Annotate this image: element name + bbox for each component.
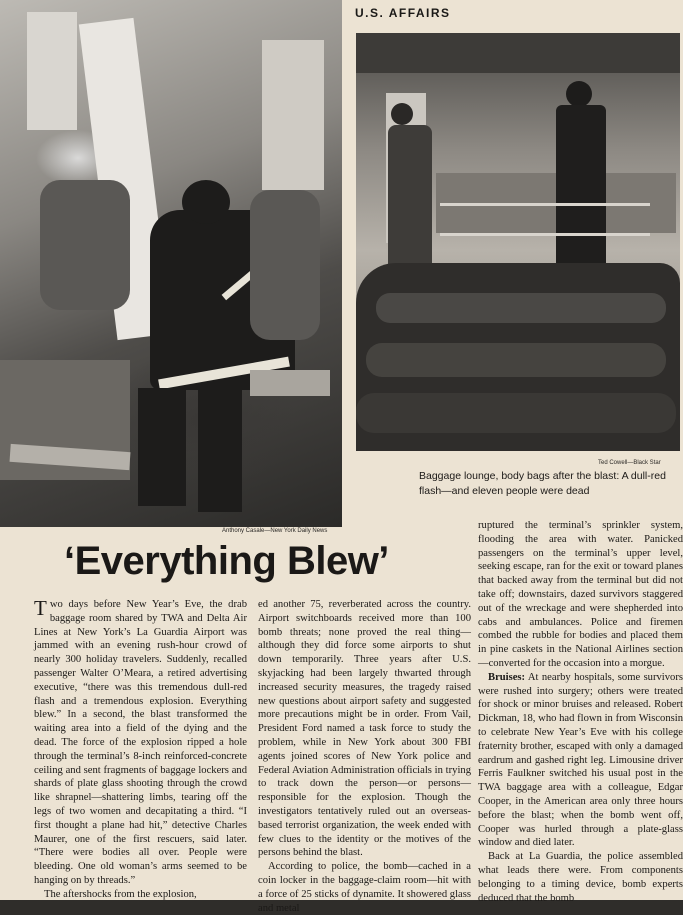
photo-credit-right: Ted Cowell—Black Star xyxy=(598,460,661,466)
photo-credit-left: Anthony Casale—New York Daily News xyxy=(222,528,328,534)
body-column-3 xyxy=(478,519,683,905)
headline: ‘Everything Blew’ xyxy=(64,539,389,583)
col2-paragraph-2: According to police, the bomb—cached in a coin locker in the baggage-claim room—hit with a force of 25 sticks of dynamite. It showered glass and metal xyxy=(258,861,471,914)
baggage-lounge-photo xyxy=(356,33,680,451)
col3-paragraph-2: Bruises: At nearby hospitals, some survivors were rushed into surgery; others were treated for shock or minor bruises and released. Robert Dickman, 18, who had flown in from Wisconsin to celebrate New Year’s Eve with his college fraternity brother, escaped with only a damaged eardrum and gashed right leg. Limousine driver Ferris Faulkner switched his usual post in the TWA baggage area with a colleague, Edgar Cooper, in the American area only three hours before the blast; when the bomb went off, Cooper was hurled through a plate-glass window and died later. xyxy=(478,671,683,849)
col1-paragraph-1: Two days before New Year’s Eve, the drab baggage room shared by TWA and Delta Air Lines at New York’s La Guardia Airport was jammed with an evening rush-hour crowd of nearly 300 holiday travelers. Suddenly, recalled passenger Walter O’Meara, a retired advertising executive, “there was this tremendous dull-red flash and a tremendous explosion. Everything blew.” In a second, the blast transformed the waiting area into a field of the dying and the dead. The force of the explosion ripped a hole through the terminal’s 8-inch reinforced-concrete ceiling and sent fragments of baggage lockers and shards of plate glass shooting through the crowd like shrapnel—shattering limbs, tearing off the legs of two women and decapitating a third. “I first thought a plane had hit,” detective Charles Maurer, one of the first rescuers, said later. “There were bodies all over. People were bleeding. One old woman’s arms seemed to be hanging on by threads.” xyxy=(34,596,247,886)
body-column-1 xyxy=(34,598,247,902)
col2-paragraph-1: ed another 75, reverberated across the country. Airport switchboards received more than 100 bomb threats; none proved the real thing—although they did force some airports to shut down temporarily. Three years after U.S. skyjacking had been largely thwarted through increased security measures, the tragedy raised new questions about airport safety and suggested more precautions might be in order. From Vail, President Ford named a task force to study the problem, while in New York about 300 FBI agents joined scores of New York police and Federal Aviation Administration officials in trying to track down the person—or persons—responsible for the explosion. Though the investigators tentatively ruled out an overseas-based terrorist organization, the week ended with few clues to the identity or the motives of the persons behind the blast. xyxy=(258,599,471,859)
firefighters-rubble-photo xyxy=(0,0,342,527)
section-label: U.S. AFFAIRS xyxy=(355,6,451,20)
col1-paragraph-2: The aftershocks from the explosion, xyxy=(44,888,197,900)
col3-paragraph-3: Back at La Guardia, the police assembled what leads there were. From components belonging to a timing device, bomb experts deduced that the bomb xyxy=(478,851,683,904)
body-column-2 xyxy=(258,598,471,915)
photo-caption: Baggage lounge, body bags after the blast: A dull-red flash—and eleven people were dead xyxy=(419,470,666,497)
col3-paragraph-1: ruptured the terminal’s sprinkler system, flooding the area with water. Panicked passengers on the terminal’s upper level, seeking escape, ran for the exit or toward planes that backed away from the terminal but did not take off; downstairs, dazed survivors staggered out of the wreckage and were shepherded into cabs and ambulances. Police and firemen combed the rubble for bodies and placed them in pine caskets in the National Airlines section—converted for the occasion into a morgue. xyxy=(478,520,683,669)
run-in-heading: Bruises: xyxy=(488,671,526,683)
drop-cap: T xyxy=(34,596,47,620)
